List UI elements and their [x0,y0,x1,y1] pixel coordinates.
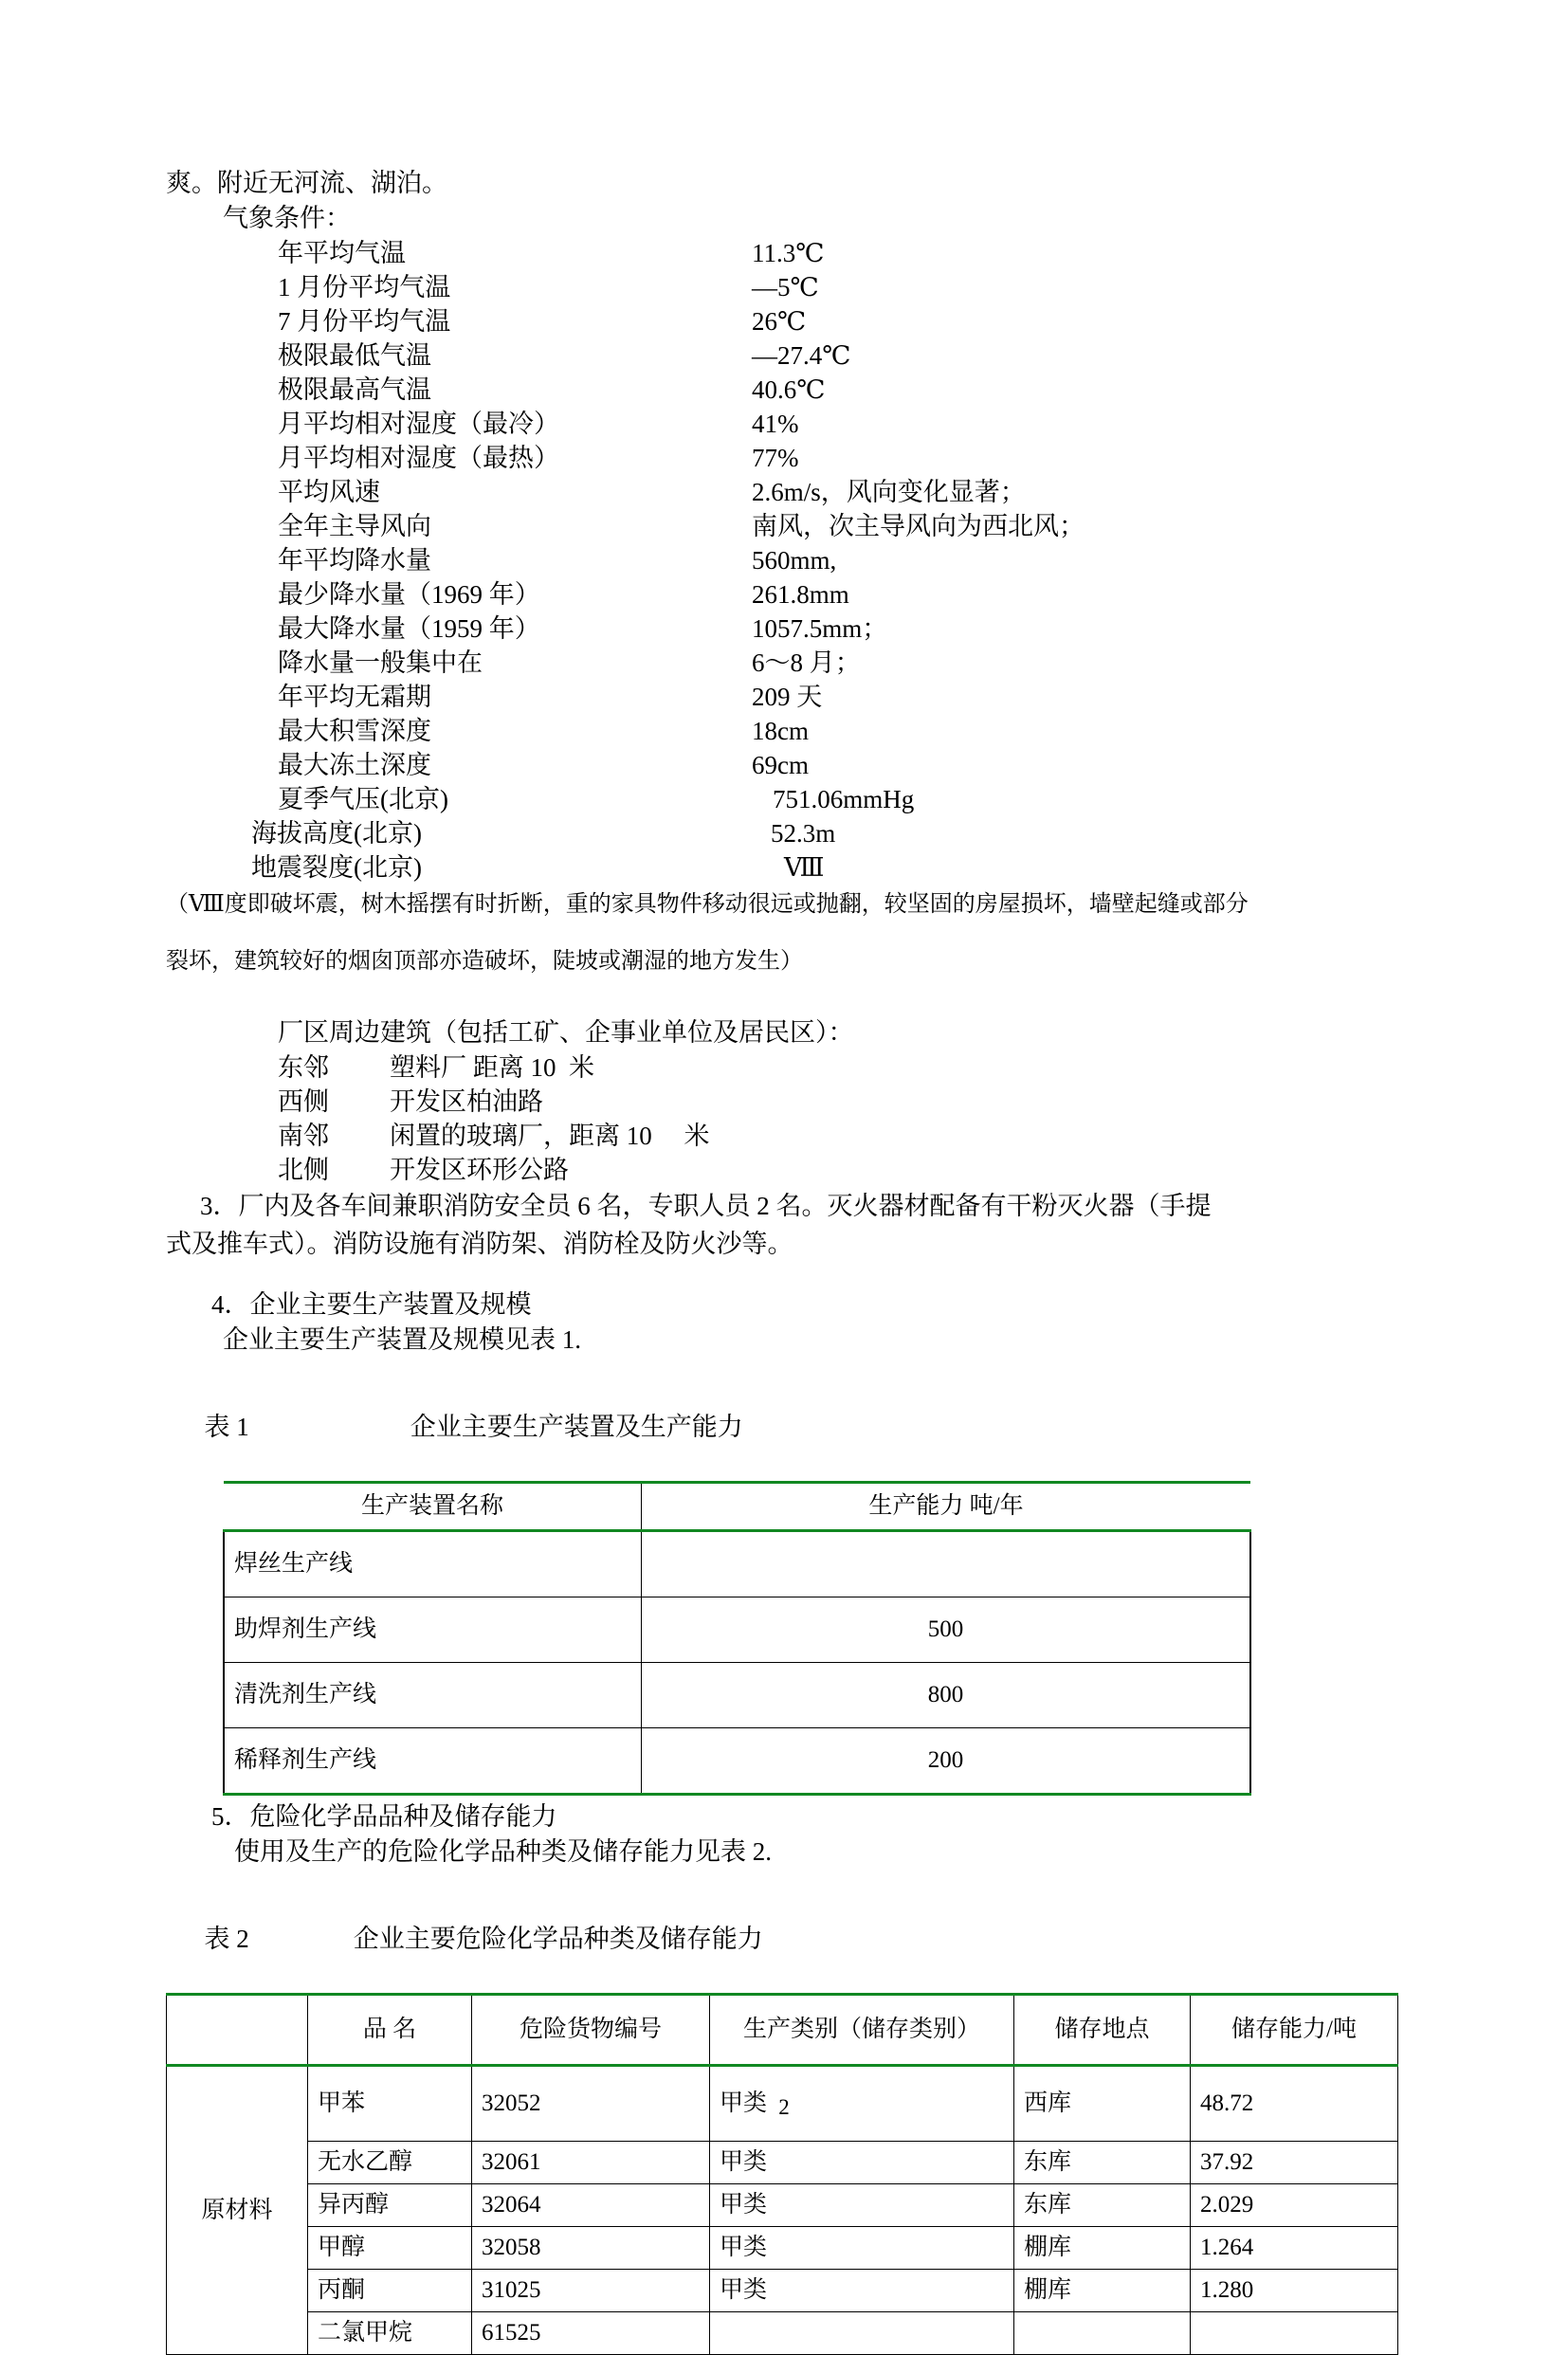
hazardous-chemicals-table [166,1993,1398,2355]
meteorology-value: 18cm [752,717,809,745]
meteorology-value: 560mm, [752,546,837,575]
meteorology-label: 最少降水量（1969 年） [278,580,540,609]
seismic-label: 地震裂度(北京) [251,853,422,882]
table-2-cell-location [1014,2312,1191,2355]
table-2-cell-code: 61525 [472,2312,710,2355]
table-2-category-label: 原材料 [167,2066,308,2355]
table-2-cell-category: 甲类 [710,2227,1014,2270]
meteorology-value: 261.8mm [752,580,849,609]
meteorology-label: 年平均降水量 [278,546,431,575]
surroundings-description: 开发区柏油路 [390,1087,543,1116]
table-2-cell-code: 32052 [472,2066,710,2142]
meteorology-row [166,407,1398,441]
meteorology-value: 11.3℃ [752,239,825,267]
surroundings-row [166,1050,1398,1085]
surroundings-row [166,1153,1398,1187]
table-2-cell-name: 异丙醇 [308,2184,472,2227]
summer-pressure-row [166,782,1398,816]
altitude-label: 海拔高度(北京) [251,819,422,848]
table-2-caption-number: 表 2 [204,1925,249,1953]
table-2-caption-title: 企业主要危险化学品种类及储存能力 [353,1925,763,1953]
table-row [167,2227,1398,2270]
table-1-cell-name: 助焊剂生产线 [224,1597,642,1663]
meteorology-label: 极限最低气温 [278,341,431,370]
altitude-row [166,816,1398,850]
table-row [224,1531,1250,1597]
summer-pressure-value: 751.06mmHg [773,785,915,813]
meteorology-label: 7 月份平均气温 [278,307,451,336]
seismic-value: Ⅷ [784,853,825,882]
surroundings-description: 塑料厂 距离 10 米 [390,1053,594,1082]
table-row [224,1663,1250,1728]
meteorology-value: 77% [752,444,799,472]
table-row [224,1483,1250,1531]
page-content [166,166,1398,2355]
table-2-cell-location: 东库 [1014,2184,1191,2227]
table-2-header-location: 储存地点 [1014,1995,1191,2066]
table-2-cell-location: 东库 [1014,2142,1191,2184]
table-2-cell-name: 无水乙醇 [308,2142,472,2184]
meteorology-value: 41% [752,410,799,438]
table-2-header-capacity: 储存能力/吨 [1191,1995,1398,2066]
meteorology-value: 69cm [752,751,809,779]
table-row [167,1995,1398,2066]
meteorology-label: 1 月份平均气温 [278,273,451,301]
table-1-cell-capacity: 500 [642,1597,1251,1663]
meteorology-value: 6～8 月； [752,648,861,677]
table-2-header-category: 生产类别（储存类别） [710,1995,1014,2066]
table-2-cell-location: 棚库 [1014,2270,1191,2312]
seismic-note-line-2: 裂坏，建筑较好的烟囱顶部亦造破坏，陡坡或潮湿的地方发生） [166,949,803,974]
table-2-caption [166,1885,1398,1993]
surroundings-list [166,1050,1398,1187]
table-1-cell-name: 清洗剂生产线 [224,1663,642,1728]
meteorology-row [166,509,1398,543]
meteorology-row [166,577,1398,612]
section-3-line-2: 式及推车式）。消防设施有消防架、消防栓及防火沙等。 [166,1230,793,1258]
production-capacity-table [223,1481,1251,1796]
meteorology-label: 月平均相对湿度（最热） [278,444,559,472]
table-row [167,2142,1398,2184]
meteorology-value: 2.6m/s，风向变化显著； [752,478,1026,506]
table-2-cell-capacity: 48.72 [1191,2066,1398,2142]
table-1-caption-title: 企业主要生产装置及生产能力 [410,1413,743,1441]
seismic-row [166,850,1398,885]
meteorology-row [166,441,1398,475]
meteorology-row [166,338,1398,373]
table-2-cell-category [710,2312,1014,2355]
meteorology-label: 极限最高气温 [278,375,431,404]
table-2-cell-capacity: 1.264 [1191,2227,1398,2270]
table-2-cell-capacity: 2.029 [1191,2184,1398,2227]
table-2-cell-code: 32064 [472,2184,710,2227]
table-1-header-capacity: 生产能力 吨/年 [642,1483,1251,1531]
meteorology-row [166,714,1398,748]
meteorology-value: 40.6℃ [752,375,826,404]
meteorology-row [166,543,1398,577]
meteorology-row [166,612,1398,646]
table-2-cell-name: 二氯甲烷 [308,2312,472,2355]
meteorology-label: 最大降水量（1959 年） [278,614,540,643]
table-2-cell-capacity [1191,2312,1398,2355]
table-2-cell-name: 丙酮 [308,2270,472,2312]
meteorology-label: 年平均气温 [278,239,406,267]
meteorology-label: 全年主导风向 [278,512,431,540]
meteorology-label: 平均风速 [278,478,380,506]
seismic-note-line-1: （Ⅷ度即破坏震，树木摇摆有时折断，重的家具物件移动很远或抛翻，较坚固的房屋损坏，墙壁起缝或部分 [166,892,1249,917]
surroundings-description: 开发区环形公路 [390,1156,569,1184]
surroundings-row [166,1085,1398,1119]
table-row [167,2312,1398,2355]
table-2-cell-category: 甲类 [710,2142,1014,2184]
meteorology-value: 209 天 [752,683,823,711]
table-2-header-blank [167,1995,308,2066]
altitude-value: 52.3m [771,819,836,848]
surroundings-direction: 北侧 [278,1156,329,1184]
meteorology-value: 南风，次主导风向为西北风； [752,512,1085,540]
table-1-cell-capacity: 200 [642,1728,1251,1795]
meteorology-row [166,304,1398,338]
table-2-cell-capacity: 37.92 [1191,2142,1398,2184]
meteorology-heading: 气象条件： [223,204,351,232]
table-2-cell-capacity: 1.280 [1191,2270,1398,2312]
meteorology-row [166,680,1398,714]
table-2-cell-code: 31025 [472,2270,710,2312]
table-1-caption [166,1373,1398,1481]
table-2-cell-name: 甲苯 [308,2066,472,2142]
summer-pressure-label: 夏季气压(北京) [278,785,448,813]
table-row [167,2184,1398,2227]
meteorology-label: 月平均相对湿度（最冷） [278,410,559,438]
section-4-subtext: 企业主要生产装置及规模见表 1. [223,1325,581,1354]
meteorology-label: 最大积雪深度 [278,717,431,745]
table-1-caption-number: 表 1 [204,1413,249,1441]
meteorology-value: 26℃ [752,307,807,336]
table-2-cell-code: 32061 [472,2142,710,2184]
meteorology-label: 年平均无霜期 [278,683,431,711]
table-1-cell-capacity [642,1531,1251,1597]
table-2-cell-location: 棚库 [1014,2227,1191,2270]
meteorology-label: 最大冻土深度 [278,751,431,779]
meteorology-row [166,236,1398,270]
table-2-cell-category: 甲类 [710,2270,1014,2312]
table-2-cell-category: 甲类 [710,2066,1014,2142]
meteorology-label: 降水量一般集中在 [278,648,483,677]
table-2-cell-name: 甲醇 [308,2227,472,2270]
section-5-heading: 5．危险化学品品种及储存能力 [211,1802,557,1831]
table-2-cell-category: 甲类 [710,2184,1014,2227]
table-row [167,2270,1398,2312]
table-1-cell-name: 焊丝生产线 [224,1531,642,1597]
meteorology-row [166,270,1398,304]
table-2-cell-code: 32058 [472,2227,710,2270]
section-3-line-1: 3．厂内及各车间兼职消防安全员 6 名，专职人员 2 名。灭火器材配备有干粉灭火器（手提 [200,1192,1212,1220]
table-2-cell-location: 西库 [1014,2066,1191,2142]
table-1-cell-capacity: 800 [642,1663,1251,1728]
meteorology-list [166,236,1398,885]
meteorology-row [166,475,1398,509]
surroundings-row [166,1119,1398,1153]
surroundings-description: 闲置的玻璃厂，距离 10 米 [390,1122,710,1150]
table-1-header-name: 生产装置名称 [224,1483,642,1531]
section-4-heading: 4．企业主要生产装置及规模 [211,1290,532,1319]
meteorology-row [166,373,1398,407]
opening-line: 爽。附近无河流、湖泊。 [166,169,447,197]
page-number: 2 [778,2095,790,2119]
meteorology-row [166,748,1398,782]
meteorology-value: 1057.5mm； [752,614,888,643]
table-row [224,1728,1250,1795]
meteorology-value: —5℃ [752,273,819,301]
table-2-header-code: 危险货物编号 [472,1995,710,2066]
meteorology-value: —27.4℃ [752,341,851,370]
table-2-header-name: 品 名 [308,1995,472,2066]
table-1-cell-name: 稀释剂生产线 [224,1728,642,1795]
meteorology-row [166,646,1398,680]
surroundings-direction: 东邻 [278,1053,329,1082]
surroundings-direction: 西侧 [278,1087,329,1116]
section-5-subtext: 使用及生产的危险化学品种类及储存能力见表 2. [234,1837,772,1866]
table-row [224,1597,1250,1663]
surroundings-heading: 厂区周边建筑（包括工矿、企事业单位及居民区）： [278,1018,854,1047]
surroundings-direction: 南邻 [278,1122,329,1150]
